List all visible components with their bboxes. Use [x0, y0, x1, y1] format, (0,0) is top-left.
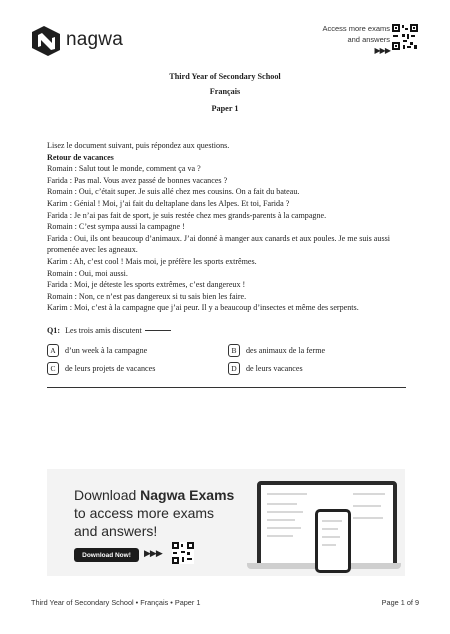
- promo-line-2: and answers: [347, 35, 390, 44]
- dialogue-line: Romain : Oui, c’était super. Je suis allé chez mes cousins. On a fait du bateau.: [47, 187, 300, 197]
- option-text: d’un week à la campagne: [65, 346, 148, 355]
- ad-line-3: and answers!: [74, 523, 158, 539]
- dialogue-line: Romain : Non, ce n’est pas dangereux si tu sais bien les faire.: [47, 291, 247, 301]
- question-number: Q1:: [47, 326, 61, 335]
- question-1: [47, 326, 171, 335]
- option-text: de leurs projets de vacances: [65, 364, 156, 373]
- phone-illustration: [315, 509, 351, 573]
- option-a[interactable]: [47, 344, 147, 357]
- ad-line-2: to access more exams: [74, 505, 215, 521]
- dialogue-line: Karim : Moi, c’est à la campagne que j’ai peur. Il y a beaucoup d’insectes et même des serpents.: [47, 303, 359, 313]
- promo-line-1: Access more exams: [322, 24, 390, 33]
- ad-qr-code-icon[interactable]: [172, 542, 194, 564]
- download-ad-banner[interactable]: [47, 469, 405, 576]
- nagwa-logo: [30, 26, 130, 58]
- reading-passage: [47, 140, 412, 314]
- ad-headline-prefix: Download: [74, 487, 141, 503]
- paper-titles: [0, 71, 450, 118]
- option-b[interactable]: [228, 344, 325, 357]
- dialogue-line: Farida : Moi, je déteste les sports extrêmes, c’est dangereux !: [47, 280, 246, 290]
- passage-heading: Retour de vacances: [47, 152, 114, 162]
- option-letter: A: [47, 344, 59, 357]
- dialogue-line: Karim : Génial ! Moi, j’ai fait du deltaplane dans les Alpes. Et toi, Farida ?: [47, 198, 290, 208]
- instruction-text: Lisez le document suivant, puis répondez aux questions.: [47, 141, 230, 150]
- option-c[interactable]: [47, 362, 155, 375]
- dialogue-line: Romain : Oui, moi aussi.: [47, 268, 128, 278]
- question-text: Les trois amis discutent: [65, 326, 142, 335]
- option-text: de leurs vacances: [246, 364, 303, 373]
- option-letter: B: [228, 344, 240, 357]
- footer-left: Third Year of Secondary School • Français • Paper 1: [31, 598, 201, 607]
- ad-arrows-icon: ▶▶▶: [144, 549, 162, 559]
- nagwa-logo-icon: [30, 26, 62, 56]
- level-title: Third Year of Secondary School: [169, 72, 281, 81]
- promo-arrows-icon: ▶▶▶: [374, 46, 390, 55]
- dialogue-line: Farida : Oui, ils ont beaucoup d’animaux. J’ai donné à manger aux canards et aux poules. Je me suis aussi promenée avec les agneaux.: [47, 233, 390, 255]
- ad-headline-brand: Nagwa Exams: [140, 487, 235, 503]
- dialogue-line: Romain : C’est sympa aussi la campagne !: [47, 222, 185, 232]
- logo-text: nagwa: [66, 29, 123, 50]
- dialogue-line: Farida : Je n’ai pas fait de sport, je suis restée chez mes grands-parents à la campagne.: [47, 210, 327, 220]
- qr-code-icon[interactable]: [392, 24, 418, 50]
- dialogue-line: Farida : Pas mal. Vous avez passé de bonnes vacances ?: [47, 175, 228, 185]
- subject-title: Français: [209, 87, 241, 96]
- section-divider: [47, 387, 406, 388]
- answer-blank: [145, 330, 171, 331]
- paper-title: Paper 1: [211, 104, 239, 113]
- promo-link[interactable]: [322, 23, 390, 56]
- option-d[interactable]: [228, 362, 303, 375]
- dialogue-line: Romain : Salut tout le monde, comment ça va ?: [47, 164, 201, 174]
- download-now-button[interactable]: Download Now!: [74, 548, 139, 562]
- dialogue-line: Karim : Ah, c’est cool ! Mais moi, je préfère les sports extrêmes.: [47, 256, 257, 266]
- ad-headline: [74, 487, 234, 503]
- option-text: des animaux de la ferme: [246, 346, 326, 355]
- page-number: Page 1 of 9: [381, 598, 419, 607]
- option-letter: D: [228, 362, 240, 375]
- option-letter: C: [47, 362, 59, 375]
